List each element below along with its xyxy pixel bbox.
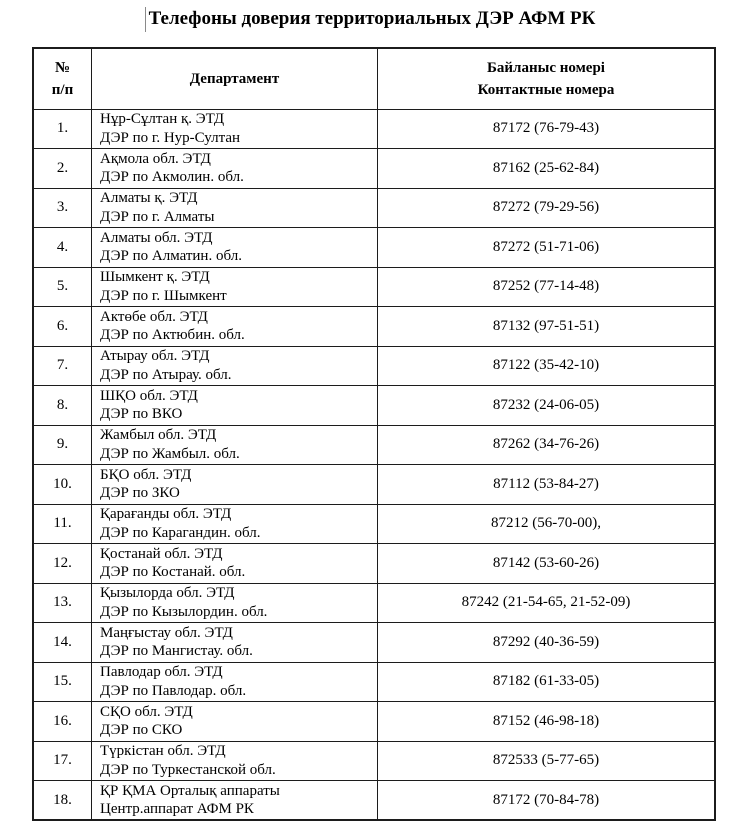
department-name-ru: ДЭР по ВКО [100,406,183,423]
department-name-ru: Центр.аппарат АФМ РК [100,801,254,817]
phones-table [32,47,716,821]
department-name-ru: ДЭР по Карагандин. обл. [100,524,261,541]
department-cell [92,583,378,623]
department-name-ru: ДЭР по Атырау. обл. [100,366,232,383]
phone-cell: 87142 (53-60-26) [378,544,716,584]
department-name-ru: ДЭР по Актюбин. обл. [100,327,245,344]
phone-cell: 87252 (77-14-48) [378,267,716,307]
department-name-ru: ДЭР по Алматин. обл. [100,248,242,265]
row-number: 1. [33,109,92,149]
department-name-kk: Нұр-Сұлтан қ. ЭТД [100,111,225,128]
department-name-kk: Ақмола обл. ЭТД [100,150,211,167]
department-name-kk: ШҚО обл. ЭТД [100,387,198,404]
header-num-line2: п/п [51,81,74,98]
table-row [33,662,715,702]
table-row [33,109,715,149]
department-name-ru: ДЭР по Кызылордин. обл. [100,603,268,620]
department-name-ru: ДЭР по Костанай. обл. [100,564,246,581]
phone-cell: 87212 (56-70-00), [378,504,716,544]
department-cell [92,307,378,347]
department-name-ru: ДЭР по Акмолин. обл. [100,169,244,186]
header-num [33,48,92,109]
row-number: 10. [33,465,92,505]
phone-cell: 87152 (46-98-18) [378,702,716,742]
header-department: Департамент [92,48,378,109]
department-name-kk: ҚР ҚМА Орталық аппараты [100,782,280,799]
department-name-ru: ДЭР по Туркестанской обл. [100,761,276,778]
department-name-kk: Қарағанды обл. ЭТД [100,506,232,523]
department-name-kk: Атырау обл. ЭТД [100,348,210,365]
phone-cell: 87172 (70-84-78) [378,781,716,821]
header-contact-line1: Байланыс номері [487,59,605,76]
department-name-ru: ДЭР по Павлодар. обл. [100,682,247,699]
department-name-ru: ДЭР по г. Алматы [100,208,215,225]
department-cell [92,109,378,149]
header-num-line1: № [54,59,71,76]
department-cell [92,702,378,742]
table-row [33,386,715,426]
department-name-kk: СҚО обл. ЭТД [100,703,193,720]
department-name-kk: Алматы қ. ЭТД [100,190,198,207]
phone-cell: 87182 (61-33-05) [378,662,716,702]
phone-cell: 87172 (76-79-43) [378,109,716,149]
department-cell [92,781,378,821]
table-row [33,465,715,505]
table-row [33,425,715,465]
department-name-ru: ДЭР по Жамбыл. обл. [100,445,240,462]
text-cursor [145,7,146,32]
department-cell [92,346,378,386]
table-row [33,346,715,386]
department-cell [92,188,378,228]
row-number: 9. [33,425,92,465]
department-name-kk: Қостанай обл. ЭТД [100,545,223,562]
department-name-kk: БҚО обл. ЭТД [100,466,192,483]
table-row [33,741,715,781]
table-row [33,149,715,189]
row-number: 3. [33,188,92,228]
table-header [33,48,715,109]
phone-cell: 87232 (24-06-05) [378,386,716,426]
table-row [33,228,715,268]
department-name-ru: ДЭР по г. Нур-Султан [100,129,241,146]
department-name-ru: ДЭР по СКО [100,722,183,739]
department-cell [92,267,378,307]
table-header-row [33,48,715,109]
row-number: 17. [33,741,92,781]
row-number: 4. [33,228,92,268]
phone-cell: 87122 (35-42-10) [378,346,716,386]
table-body [33,109,715,820]
department-cell [92,504,378,544]
row-number: 8. [33,386,92,426]
department-name-kk: Актөбе обл. ЭТД [100,308,208,325]
header-contact-line2: Контактные номера [477,81,615,98]
row-number: 2. [33,149,92,189]
department-cell [92,228,378,268]
row-number: 13. [33,583,92,623]
department-name-kk: Қызылорда обл. ЭТД [100,585,235,602]
phone-cell: 87272 (79-29-56) [378,188,716,228]
department-cell [92,544,378,584]
department-cell [92,741,378,781]
phone-cell: 87262 (34-76-26) [378,425,716,465]
table-row [33,781,715,821]
department-cell [92,465,378,505]
phone-cell: 87162 (25-62-84) [378,149,716,189]
row-number: 6. [33,307,92,347]
page-title: Телефоны доверия территориальных ДЭР АФМ РК [148,8,596,29]
department-cell [92,149,378,189]
phone-cell: 87112 (53-84-27) [378,465,716,505]
row-number: 11. [33,504,92,544]
row-number: 16. [33,702,92,742]
department-cell [92,425,378,465]
phone-cell: 87242 (21-54-65, 21-52-09) [378,583,716,623]
department-cell [92,386,378,426]
department-name-ru: ДЭР по Мангистау. обл. [100,643,253,660]
table-row [33,188,715,228]
department-name-ru: ДЭР по г. Шымкент [100,287,227,304]
department-name-ru: ДЭР по ЗКО [100,485,180,502]
row-number: 14. [33,623,92,663]
phone-cell: 87132 (97-51-51) [378,307,716,347]
table-row [33,267,715,307]
phone-cell: 872533 (5-77-65) [378,741,716,781]
department-name-kk: Алматы обл. ЭТД [100,229,213,246]
phone-cell: 87292 (40-36-59) [378,623,716,663]
department-name-kk: Павлодар обл. ЭТД [100,664,223,681]
table-row [33,583,715,623]
department-cell [92,623,378,663]
table-row [33,623,715,663]
department-name-kk: Түркістан обл. ЭТД [100,743,226,760]
row-number: 18. [33,781,92,821]
phone-cell: 87272 (51-71-06) [378,228,716,268]
table-row [33,702,715,742]
row-number: 15. [33,662,92,702]
row-number: 7. [33,346,92,386]
department-cell [92,662,378,702]
department-name-kk: Жамбыл обл. ЭТД [100,427,217,444]
table-row [33,504,715,544]
row-number: 12. [33,544,92,584]
row-number: 5. [33,267,92,307]
department-name-kk: Шымкент қ. ЭТД [100,269,210,286]
table-row [33,544,715,584]
table-row [33,307,715,347]
department-name-kk: Маңғыстау обл. ЭТД [100,624,233,641]
title-row [0,5,740,32]
header-contact [378,48,716,109]
